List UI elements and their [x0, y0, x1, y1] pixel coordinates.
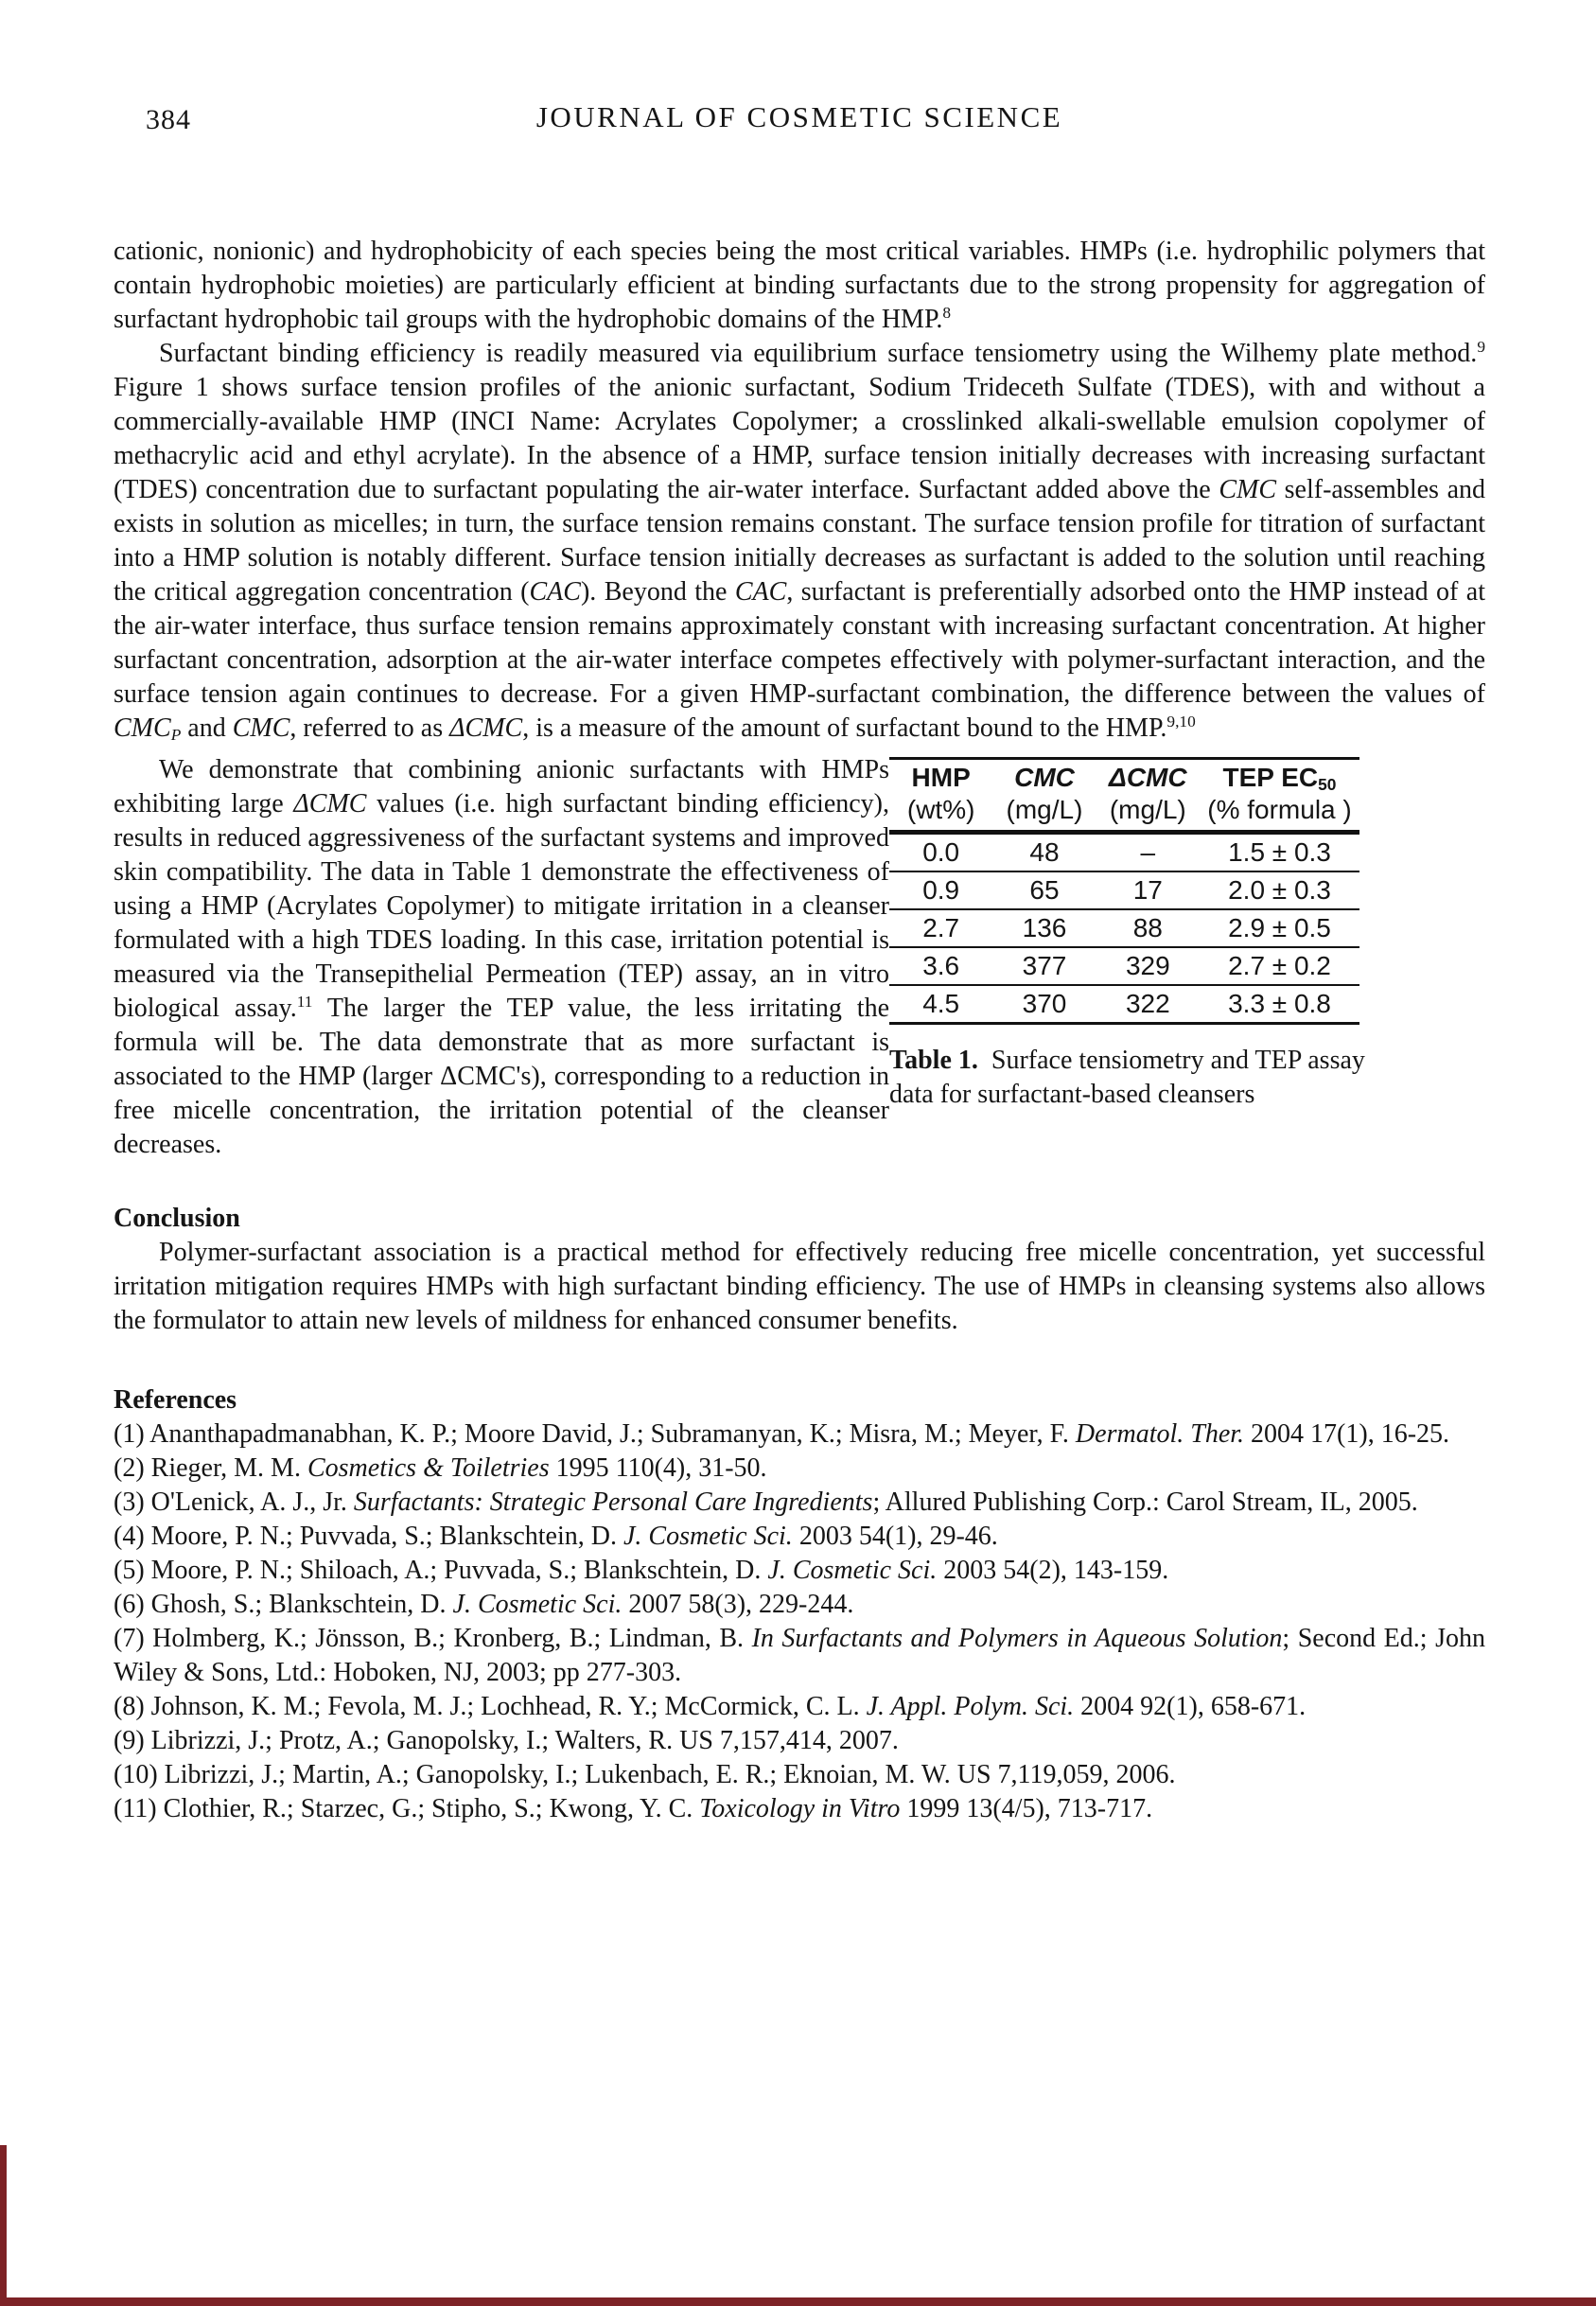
table-cell: 88 [1096, 909, 1200, 947]
reference-item: (11) Clothier, R.; Starzec, G.; Stipho, S.; Kwong, Y. C. Toxicology in Vitro 1999 13(4/5), 713-717. [114, 1794, 1153, 1823]
reference-item: (5) Moore, P. N.; Shiloach, A.; Puvvada, S.; Blankschtein, D. J. Cosmetic Sci. 2003 54(2), 143-159. [114, 1556, 1169, 1585]
table-cell: 0.9 [889, 871, 992, 909]
table-block [889, 757, 1485, 1112]
table-cell: 1.5 ± 0.3 [1200, 833, 1359, 872]
reference-item: (6) Ghosh, S.; Blankschtein, D. J. Cosmetic Sci. 2007 58(3), 229-244. [114, 1590, 854, 1619]
conclusion-paragraph: Polymer-surfactant association is a practical method for effectively reducing free micelle concentration, yet successful irritation mitigation requires HMPs with high surfactant binding efficiency. The use of HMPs in cleansing systems also allows the formulator to attain new levels of mildness for enhanced consumer benefits. [114, 1238, 1485, 1335]
table-cell: 2.7 ± 0.2 [1200, 947, 1359, 985]
table-row [889, 833, 1359, 872]
table-cell: 329 [1096, 947, 1200, 985]
table-header-cell: ΔCMC (mg/L) [1096, 759, 1200, 833]
conclusion-heading: Conclusion [114, 1204, 240, 1233]
table-cell: 65 [992, 871, 1096, 909]
table-row [889, 871, 1359, 909]
table-cell: 17 [1096, 871, 1200, 909]
data-table [889, 757, 1359, 1025]
table-row [889, 947, 1359, 985]
reference-item: (10) Librizzi, J.; Martin, A.; Ganopolsky, I.; Lukenbach, E. R.; Eknoian, M. W. US 7,119,059, 2006. [114, 1760, 1176, 1789]
table-caption-label: Table 1. [889, 1046, 978, 1075]
page-body [114, 235, 1485, 1826]
table-cell: 4.5 [889, 985, 992, 1024]
reference-item: (7) Holmberg, K.; Jönsson, B.; Kronberg, B.; Lindman, B. In Surfactants and Polymers in Aqueous Solution; Second Ed.; John Wiley & Sons, Ltd.: Hoboken, NJ, 2003; pp 277-303. [114, 1624, 1485, 1687]
references-heading: References [114, 1385, 237, 1415]
table-cell: 377 [992, 947, 1096, 985]
table-header-cell: TEP $EC_{50}$ (% formula ) [1200, 759, 1359, 833]
table-header-cell: CMC (mg/L) [992, 759, 1096, 833]
table-cell: 3.3 ± 0.8 [1200, 985, 1359, 1024]
table-cell: 322 [1096, 985, 1200, 1024]
body-paragraph-3: We demonstrate that combining anionic surfactants with HMPs exhibiting large ΔCMC values (i.e. high surfactant binding efficiency), results in reduced aggressiveness of the surfactant systems and improved skin compatibility. The data in Table 1 demonstrate the effectiveness of using a HMP (Acrylates Copolymer) to mitigate irritation in a cleanser formulated with a high TDES loading. In this case, irritation potential is measured via the Transepithelial Permeation (TEP) assay, an in vitro biological assay.$^{11}$ The larger the TEP value, the less irritating the formula will be. The data demonstrate that as more surfactant is associated to the HMP (larger ΔCMC's), corresponding to a reduction in free micelle concentration, the irritation potential of the cleanser decreases. [114, 755, 890, 1159]
table-cell: 2.0 ± 0.3 [1200, 871, 1359, 909]
table-caption-text: Surface tensiometry and TEP assay data for surfactant-based cleansers [889, 1046, 1365, 1109]
reference-item: (1) Ananthapadmanabhan, K. P.; Moore David, J.; Subramanyan, K.; Misra, M.; Meyer, F. Dermatol. Ther. 2004 17(1), 16-25. [114, 1419, 1450, 1449]
reference-item: (4) Moore, P. N.; Puvvada, S.; Blankschtein, D. J. Cosmetic Sci. 2003 54(1), 29-46. [114, 1522, 998, 1551]
reference-item: (3) O'Lenick, A. J., Jr. Surfactants: Strategic Personal Care Ingredients; Allured Publishing Corp.: Carol Stream, IL, 2005. [114, 1487, 1418, 1517]
reference-item: (9) Librizzi, J.; Protz, A.; Ganopolsky, I.; Walters, R. US 7,157,414, 2007. [114, 1726, 899, 1755]
reference-item: (2) Rieger, M. M. Cosmetics & Toiletries 1995 110(4), 31-50. [114, 1453, 767, 1483]
running-head [114, 100, 1485, 157]
table-cell: 136 [992, 909, 1096, 947]
body-paragraph-2: Surfactant binding efficiency is readily measured via equilibrium surface tensiometry using the Wilhemy plate method.$^9$ Figure 1 shows surface tension profiles of the anionic surfactant, Sodium Trideceth Sulfate (TDES), with and without a commercially-available HMP (INCI Name: Acrylates Copolymer; a crosslinked alkali-swellable emulsion copolymer of methacrylic acid and ethyl acrylate). In the absence of a HMP, surface tension initially decreases with increasing surfactant (TDES) concentration due to surfactant populating the air-water interface. Surfactant added above the CMC self-assembles and exists in solution as micelles; in turn, the surface tension remains constant. The surface tension profile for titration of surfactant into a HMP solution is notably different. Surface tension initially decreases as surfactant is added to the solution until reaching the critical aggregation concentration (CAC). Beyond the CAC, surfactant is preferentially adsorbed onto the HMP instead of at the air-water interface, thus surface tension remains approximately constant with increasing surfactant concentration. At higher surfactant concentration, adsorption at the air-water interface competes effectively with polymer-surfactant interaction, and the surface tension again continues to decrease. For a given HMP-surfactant combination, the difference between the values of $CMC_P$ and CMC, referred to as ΔCMC, is a measure of the amount of surfactant bound to the HMP.$^{9,10}$ [114, 338, 1485, 745]
table-caption [889, 1044, 1374, 1112]
table-cell: – [1096, 833, 1200, 872]
journal-title: JOURNAL OF COSMETIC SCIENCE [535, 100, 1063, 133]
table-header-cell: HMP (wt%) [889, 759, 992, 833]
table-header [889, 759, 1359, 833]
body-paragraph-1: cationic, nonionic) and hydrophobicity of each species being the most critical variables. HMPs (i.e. hydrophilic polymers that contain hydrophobic moieties) are particularly efficient at binding surfactants due to the strong propensity for aggregation of surfactant hydrophobic tail groups with the hydrophobic domains of the HMP.$^8$ [114, 237, 1485, 334]
table-cell: 2.9 ± 0.5 [1200, 909, 1359, 947]
table-cell: 3.6 [889, 947, 992, 985]
table-cell: 0.0 [889, 833, 992, 872]
page-number: 384 [146, 104, 191, 135]
table-row [889, 985, 1359, 1024]
table-and-text-section [114, 753, 1485, 1162]
table-cell: 370 [992, 985, 1096, 1024]
table-row [889, 909, 1359, 947]
table-cell: 2.7 [889, 909, 992, 947]
scan-edge-left-artifact [0, 2145, 7, 2306]
scan-edge-bottom-artifact [0, 2297, 1596, 2306]
table-cell: 48 [992, 833, 1096, 872]
reference-item: (8) Johnson, K. M.; Fevola, M. J.; Lochhead, R. Y.; McCormick, C. L. J. Appl. Polym. Sci. 2004 92(1), 658-671. [114, 1692, 1307, 1721]
